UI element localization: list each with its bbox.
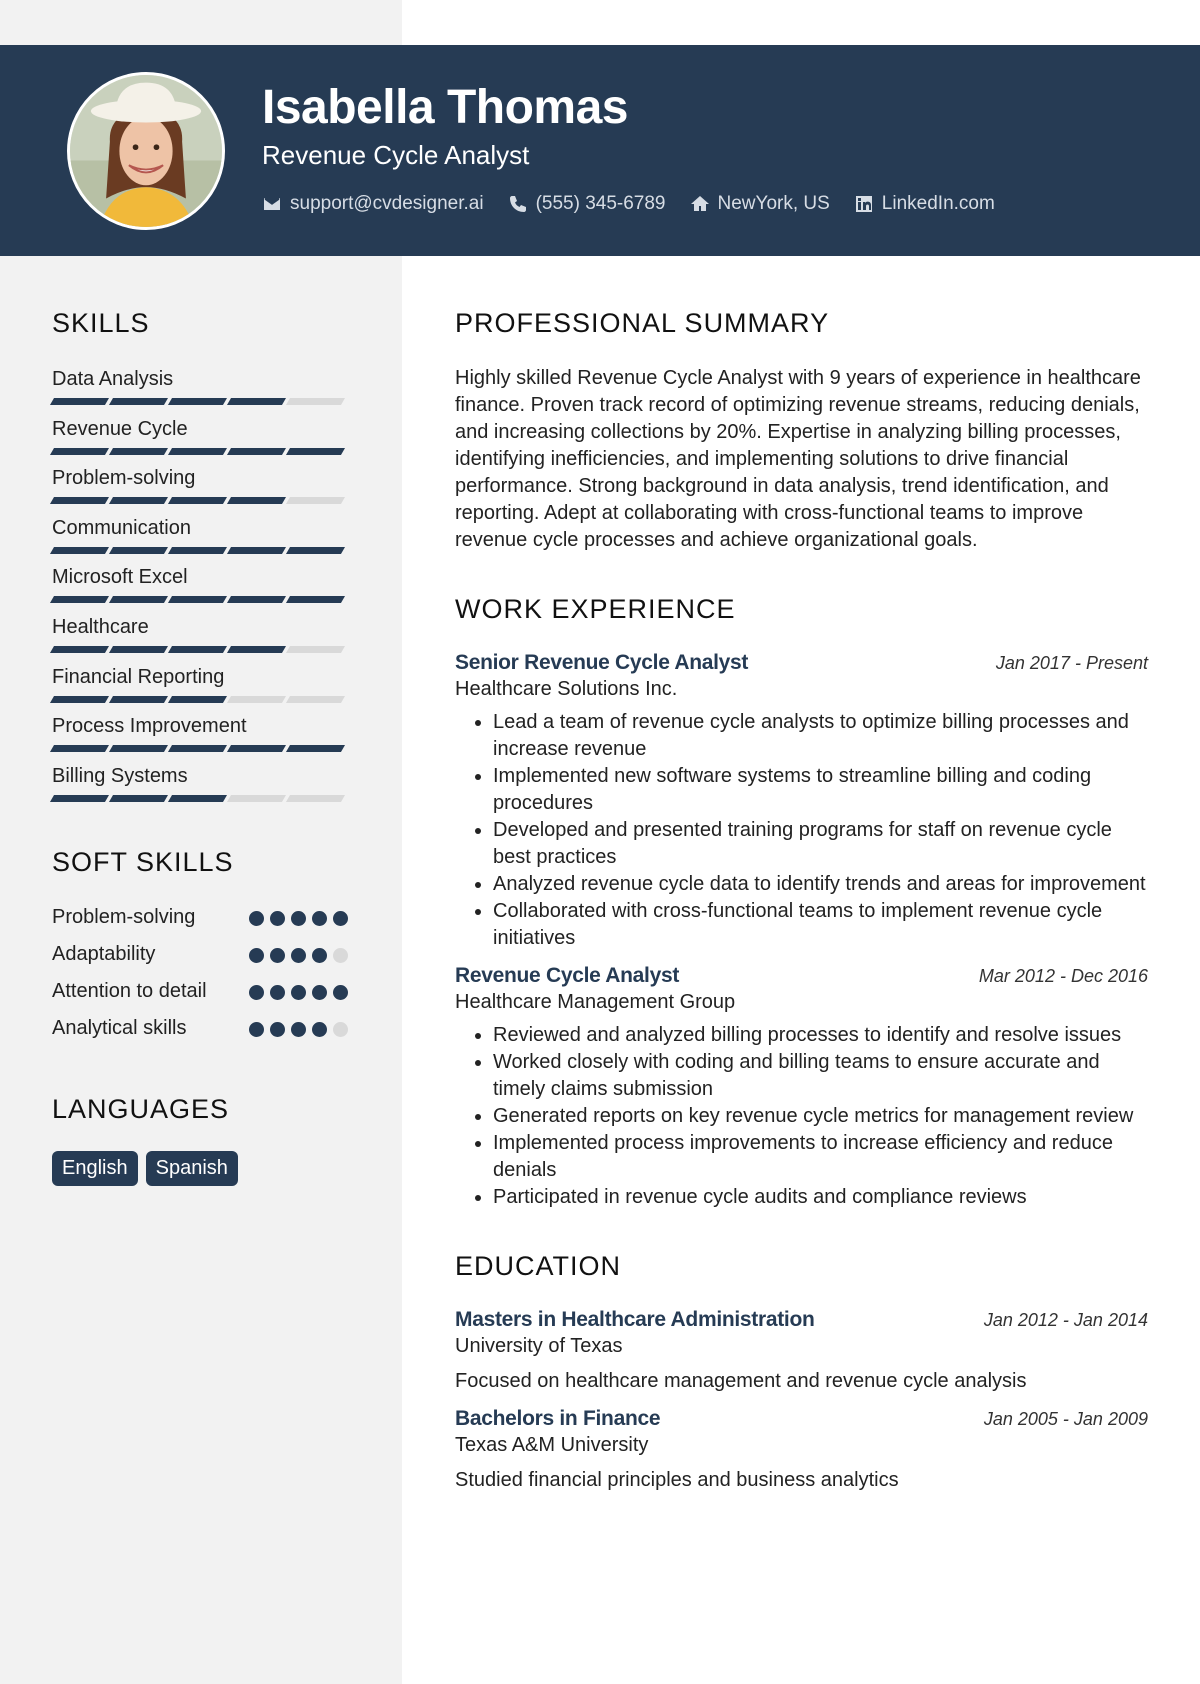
job-bullet: • Reviewed and analyzed billing processes to identify and resolve issues bbox=[493, 1022, 1148, 1049]
candidate-title: Revenue Cycle Analyst bbox=[262, 140, 530, 170]
contact-location-text: NewYork, US bbox=[717, 193, 830, 214]
skill-segment-filled bbox=[286, 547, 345, 554]
skill-segment-filled bbox=[227, 646, 286, 653]
contact-phone[interactable] bbox=[508, 193, 666, 215]
rating-dot-filled bbox=[249, 1022, 264, 1037]
education-description: Studied financial principles and business analytics bbox=[455, 1469, 899, 1491]
skill-item bbox=[52, 514, 348, 564]
soft-skill-name: Problem-solving bbox=[52, 906, 196, 929]
skill-item bbox=[52, 613, 348, 663]
skill-segment-filled bbox=[109, 547, 168, 554]
skill-segment-empty bbox=[227, 795, 286, 802]
rating-dot-filled bbox=[312, 948, 327, 963]
linkedin-icon bbox=[854, 194, 874, 214]
skill-name: Microsoft Excel bbox=[52, 566, 188, 589]
job-role: Senior Revenue Cycle Analyst bbox=[455, 651, 749, 674]
skill-name: Process Improvement bbox=[52, 715, 247, 738]
rating-dot-filled bbox=[270, 985, 285, 1000]
skill-segment-filled bbox=[50, 795, 109, 802]
education-entry bbox=[455, 1407, 1148, 1492]
languages-heading: LANGUAGES bbox=[52, 1094, 230, 1125]
job-bullets bbox=[455, 709, 1148, 952]
skill-segment-filled bbox=[168, 547, 227, 554]
education-school: Texas A&M University bbox=[455, 1434, 649, 1456]
skill-level-bar bbox=[52, 745, 348, 752]
skill-segment-filled bbox=[50, 398, 109, 405]
rating-dot-empty bbox=[333, 1022, 348, 1037]
education-description: Focused on healthcare management and revenue cycle analysis bbox=[455, 1370, 1027, 1392]
contact-linkedin-text: LinkedIn.com bbox=[881, 193, 995, 214]
skill-level-bar bbox=[52, 795, 348, 802]
rating-dot-filled bbox=[333, 911, 348, 926]
skill-segment-filled bbox=[227, 398, 286, 405]
rating-dot-filled bbox=[312, 1022, 327, 1037]
skill-segment-filled bbox=[109, 497, 168, 504]
education-dates: Jan 2005 - Jan 2009 bbox=[983, 1409, 1148, 1429]
rating-dot-filled bbox=[270, 1022, 285, 1037]
education-entry bbox=[455, 1308, 1148, 1393]
skill-segment-filled bbox=[168, 497, 227, 504]
skill-segment-filled bbox=[50, 596, 109, 603]
skill-segment-filled bbox=[168, 795, 227, 802]
skill-segment-filled bbox=[109, 398, 168, 405]
skill-segment-filled bbox=[168, 646, 227, 653]
contact-linkedin[interactable] bbox=[854, 193, 995, 215]
soft-skill-item bbox=[52, 941, 348, 968]
skill-name: Billing Systems bbox=[52, 764, 188, 787]
rating-dot-filled bbox=[291, 948, 306, 963]
job-dates: Mar 2012 - Dec 2016 bbox=[978, 966, 1148, 986]
skill-segment-empty bbox=[227, 696, 286, 703]
phone-icon bbox=[508, 194, 528, 214]
skill-segment-filled bbox=[227, 547, 286, 554]
skill-segment-filled bbox=[286, 745, 345, 752]
skills-list bbox=[52, 365, 348, 811]
skill-segment-filled bbox=[227, 448, 286, 455]
soft-skill-rating bbox=[249, 1022, 348, 1037]
skill-item bbox=[52, 712, 348, 762]
skill-level-bar bbox=[52, 497, 348, 504]
skill-segment-filled bbox=[168, 745, 227, 752]
soft-skill-rating bbox=[249, 985, 348, 1000]
job-bullet: • Implemented new software systems to streamline billing and coding procedures bbox=[493, 763, 1148, 817]
soft-skill-name: Adaptability bbox=[52, 943, 156, 966]
skill-name: Financial Reporting bbox=[52, 665, 225, 688]
skill-segment-filled bbox=[109, 596, 168, 603]
profile-photo bbox=[70, 75, 222, 227]
skill-segment-empty bbox=[286, 696, 345, 703]
soft-skill-rating bbox=[249, 911, 348, 926]
skill-segment-filled bbox=[168, 448, 227, 455]
skill-level-bar bbox=[52, 696, 348, 703]
resume-header bbox=[0, 45, 1200, 256]
languages-list bbox=[52, 1151, 348, 1186]
skill-segment-filled bbox=[286, 448, 345, 455]
skill-name: Data Analysis bbox=[52, 368, 174, 390]
job-entry bbox=[455, 651, 1148, 952]
job-bullet: • Analyzed revenue cycle data to identify trends and areas for improvement bbox=[493, 871, 1148, 898]
contact-location bbox=[690, 193, 830, 215]
job-bullet: • Developed and presented training programs for staff on revenue cycle best practices bbox=[493, 817, 1148, 871]
soft-skills-list bbox=[52, 904, 348, 1042]
skill-level-bar bbox=[52, 398, 348, 405]
skill-level-bar bbox=[52, 596, 348, 603]
contact-phone-text: (555) 345-6789 bbox=[535, 193, 666, 214]
rating-dot-filled bbox=[312, 985, 327, 1000]
job-bullet: • Participated in revenue cycle audits and compliance reviews bbox=[493, 1184, 1148, 1211]
education-header bbox=[455, 1407, 1148, 1431]
job-header bbox=[455, 964, 1148, 988]
skill-level-bar bbox=[52, 646, 348, 653]
skill-segment-filled bbox=[50, 696, 109, 703]
rating-dot-filled bbox=[291, 1022, 306, 1037]
skill-name: Communication bbox=[52, 516, 191, 539]
job-bullet: • Implemented process improvements to increase efficiency and reduce denials bbox=[493, 1130, 1148, 1184]
skill-item bbox=[52, 663, 348, 713]
contact-list bbox=[262, 193, 995, 215]
education-heading: EDUCATION bbox=[455, 1251, 622, 1281]
job-bullet: • Worked closely with coding and billing teams to ensure accurate and timely claims submission bbox=[493, 1049, 1148, 1103]
home-icon bbox=[690, 194, 710, 214]
job-company: Healthcare Management Group bbox=[455, 991, 736, 1013]
skill-segment-filled bbox=[227, 596, 286, 603]
education-degree: Bachelors in Finance bbox=[455, 1407, 661, 1430]
rating-dot-filled bbox=[249, 985, 264, 1000]
skill-segment-filled bbox=[168, 398, 227, 405]
skill-name: Revenue Cycle bbox=[52, 417, 188, 440]
main-content bbox=[455, 256, 1148, 1506]
skill-segment-filled bbox=[168, 596, 227, 603]
job-header bbox=[455, 651, 1148, 675]
job-role: Revenue Cycle Analyst bbox=[455, 964, 680, 987]
skill-segment-filled bbox=[109, 795, 168, 802]
job-bullet: • Lead a team of revenue cycle analysts to optimize billing processes and increase revenue bbox=[493, 709, 1148, 763]
skill-segment-empty bbox=[286, 646, 345, 653]
skill-segment-filled bbox=[50, 497, 109, 504]
rating-dot-empty bbox=[333, 948, 348, 963]
education-dates: Jan 2012 - Jan 2014 bbox=[983, 1310, 1148, 1330]
job-bullet: • Collaborated with cross-functional teams to implement revenue cycle initiatives bbox=[493, 898, 1148, 952]
rating-dot-filled bbox=[270, 948, 285, 963]
skill-level-bar bbox=[52, 547, 348, 554]
rating-dot-filled bbox=[249, 948, 264, 963]
soft-skill-rating bbox=[249, 948, 348, 963]
contact-email-text: support@cvdesigner.ai bbox=[290, 193, 484, 214]
sidebar bbox=[52, 256, 348, 1186]
job-entry bbox=[455, 964, 1148, 1211]
skill-item bbox=[52, 563, 348, 613]
skill-segment-filled bbox=[50, 646, 109, 653]
skill-segment-filled bbox=[50, 448, 109, 455]
envelope-icon bbox=[262, 194, 282, 214]
skill-name: Problem-solving bbox=[52, 467, 196, 490]
skill-segment-filled bbox=[109, 646, 168, 653]
education-list bbox=[455, 1308, 1148, 1492]
skill-segment-filled bbox=[227, 497, 286, 504]
job-company: Healthcare Solutions Inc. bbox=[455, 678, 678, 700]
skill-segment-filled bbox=[50, 745, 109, 752]
rating-dot-filled bbox=[333, 985, 348, 1000]
skill-item bbox=[52, 464, 348, 514]
skill-segment-filled bbox=[168, 696, 227, 703]
language-badge: English bbox=[52, 1151, 138, 1186]
skill-segment-empty bbox=[286, 398, 345, 405]
soft-skill-item bbox=[52, 1015, 348, 1042]
soft-skill-name: Analytical skills bbox=[52, 1017, 187, 1040]
education-school: University of Texas bbox=[455, 1335, 623, 1357]
education-degree: Masters in Healthcare Administration bbox=[455, 1308, 815, 1331]
skill-name: Healthcare bbox=[52, 615, 149, 638]
rating-dot-filled bbox=[312, 911, 327, 926]
skills-heading: SKILLS bbox=[52, 308, 150, 338]
education-header bbox=[455, 1308, 1148, 1332]
job-dates: Jan 2017 - Present bbox=[995, 653, 1148, 673]
soft-skill-item bbox=[52, 978, 348, 1005]
rating-dot-filled bbox=[291, 985, 306, 1000]
skill-segment-empty bbox=[286, 795, 345, 802]
rating-dot-filled bbox=[249, 911, 264, 926]
candidate-name: Isabella Thomas bbox=[262, 81, 628, 134]
rating-dot-filled bbox=[291, 911, 306, 926]
skill-segment-filled bbox=[50, 547, 109, 554]
job-bullet: • Generated reports on key revenue cycle metrics for management review bbox=[493, 1103, 1148, 1130]
experience-heading: WORK EXPERIENCE bbox=[455, 594, 736, 624]
skill-segment-filled bbox=[109, 448, 168, 455]
skill-segment-filled bbox=[109, 745, 168, 752]
experience-list bbox=[455, 651, 1148, 1211]
skill-item bbox=[52, 415, 348, 465]
skill-segment-empty bbox=[286, 497, 345, 504]
skill-level-bar bbox=[52, 448, 348, 455]
language-badge: Spanish bbox=[146, 1151, 238, 1186]
job-bullets bbox=[455, 1022, 1148, 1211]
avatar bbox=[67, 72, 225, 230]
summary-text: Highly skilled Revenue Cycle Analyst with 9 years of experience in healthcare finance. Proven track record of optimizing revenue streams, reducing denials, and increasing collections by 20%. Expertise in analyzing billing processes, identifying inefficiencies, and implementing solutions to drive financial performance. Strong background in data analysis, trend identification, and reporting. Adept at collaborating with cross-functional teams to improve revenue cycle processes and achieve organizational goals. bbox=[455, 367, 1141, 551]
soft-skill-item bbox=[52, 904, 348, 931]
skill-segment-filled bbox=[227, 745, 286, 752]
skill-item bbox=[52, 762, 348, 812]
summary-heading: PROFESSIONAL SUMMARY bbox=[455, 308, 830, 338]
skill-item bbox=[52, 365, 348, 415]
soft-skill-name: Attention to detail bbox=[52, 980, 207, 1003]
skill-segment-filled bbox=[286, 596, 345, 603]
skill-segment-filled bbox=[109, 696, 168, 703]
contact-email[interactable] bbox=[262, 193, 484, 215]
rating-dot-filled bbox=[270, 911, 285, 926]
soft-skills-heading: SOFT SKILLS bbox=[52, 847, 234, 878]
